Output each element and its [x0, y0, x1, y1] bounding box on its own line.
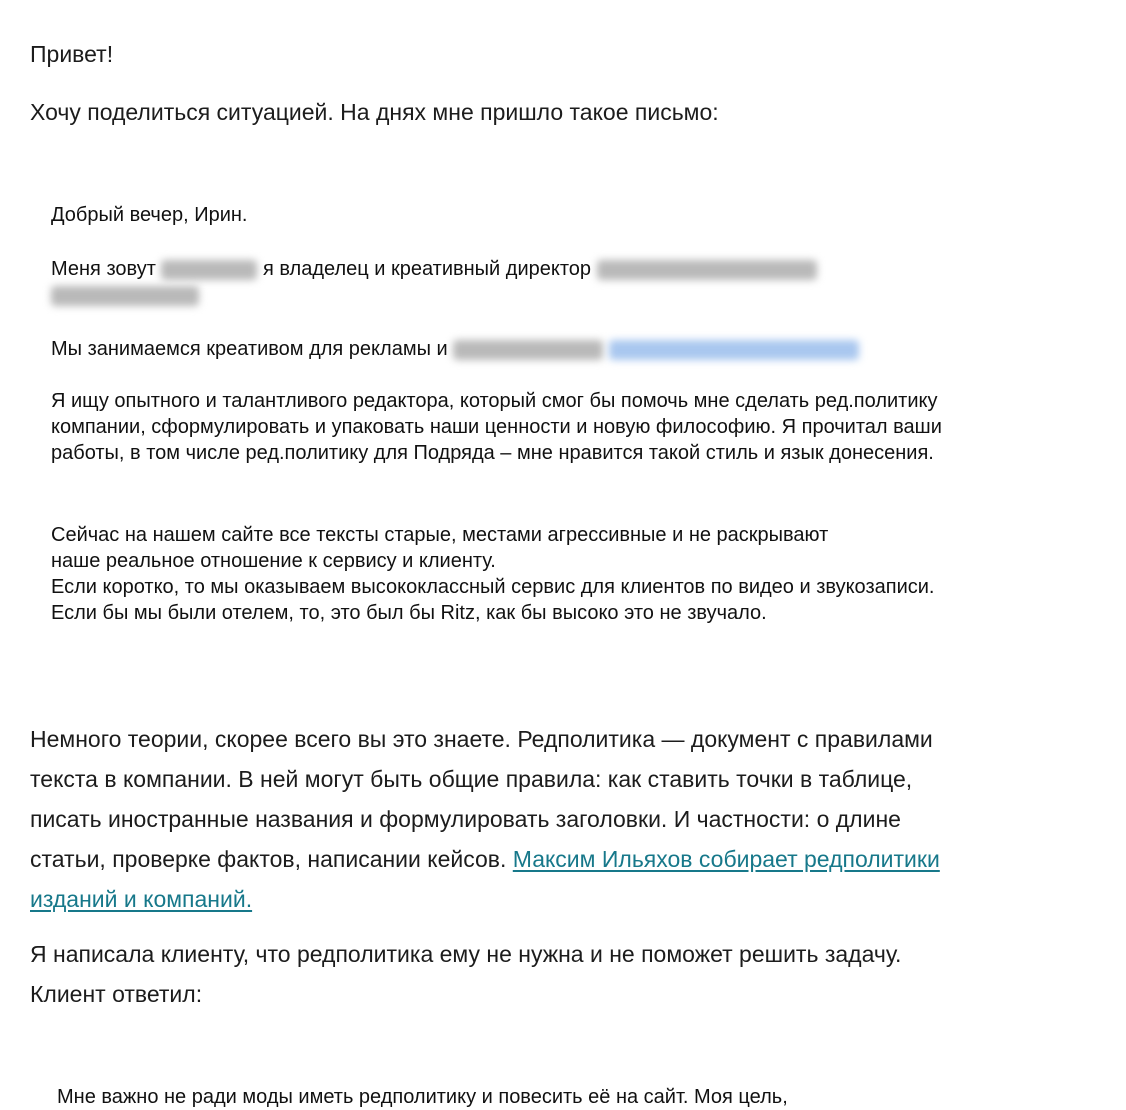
letter-paragraph-1: Я ищу опытного и талантливого редактора, который смог бы помочь мне сделать ред.политику компании, сформулировать и упаковать наши ценности и новую философию. Я прочитал ваши работы, в том числе ред.политику для Подряда – мне нравится такой стиль и язык донесения. [51, 390, 942, 464]
letter-paragraph-3: Если коротко, то мы оказываем высококлассный сервис для клиентов по видео и звукозаписи. Если бы мы были отелем, то, это был бы Ritz, как бы высоко это не звучало. [51, 576, 935, 624]
theory-text: Немного теории, скорее всего вы это знаете. Редполитика — документ с правилами текста в компании. В ней могут быть общие правила: как ставить точки в таблице, писать иностранные названия и формулировать заголовки. И частности: о длине статьи, проверке фактов, написании кейсов. [30, 726, 933, 872]
second-letter-line-1: Мне важно не ради моды иметь редполитику и повесить её на сайт. Моя цель, [57, 1086, 788, 1108]
quoted-letter [51, 202, 971, 662]
redacted-link [609, 340, 859, 360]
ilyahov-link[interactable]: Максим Ильяхов собирает редполитики изданий и компаний. [30, 846, 940, 912]
redacted-company [597, 260, 817, 280]
letter-business-line [51, 336, 971, 362]
letter-paragraph-2: Сейчас на нашем сайте все тексты старые, местами агрессивные и не раскрывают наше реальное отношение к сервису и клиенту. [51, 524, 829, 572]
redacted-business [453, 340, 603, 360]
redacted-company-cont [51, 286, 199, 306]
letter-name-prefix: Меня зовут [51, 258, 156, 280]
intro-text: Хочу поделиться ситуацией. На днях мне пришло такое письмо: [30, 99, 719, 125]
letter-name-middle: я владелец и креативный директор [262, 258, 592, 280]
theory-paragraph [30, 719, 960, 919]
greeting-text: Привет! [30, 41, 114, 67]
letter-salutation: Добрый вечер, Ирин. [51, 204, 248, 226]
letter-name-line [51, 256, 971, 282]
letter-name-line-2 [51, 282, 971, 308]
redacted-name [161, 260, 257, 280]
second-quoted-letter [57, 1084, 977, 1110]
reply-paragraph: Я написала клиенту, что редполитика ему не нужна и не поможет решить задачу. Клиент ответил: [30, 941, 902, 1007]
letter-business-prefix: Мы занимаемся креативом для рекламы и [51, 338, 448, 360]
